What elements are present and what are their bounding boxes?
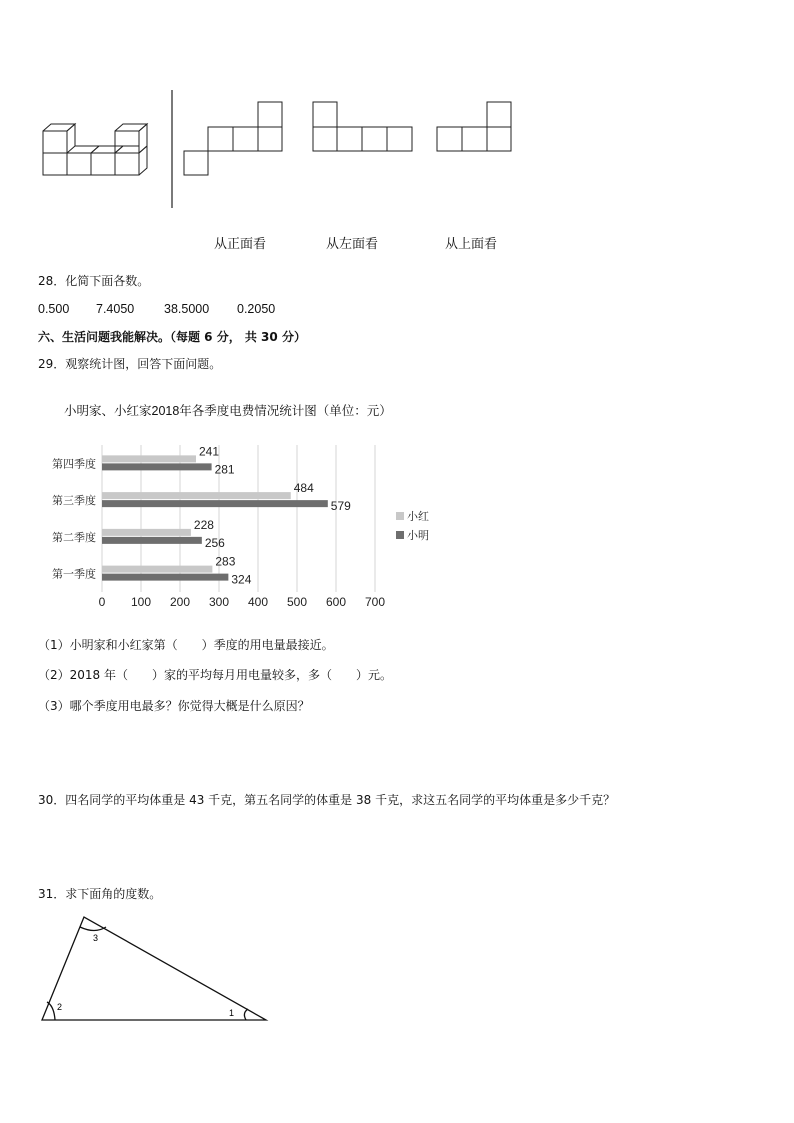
x-tick-label: 400: [247, 595, 269, 609]
top-view-drawing: [437, 102, 511, 151]
bar-xiaohong: [102, 566, 212, 573]
angle-2-label: 2: [57, 1002, 63, 1012]
q28-number-1: 0.500: [38, 302, 70, 316]
legend-swatch: [396, 531, 404, 539]
angle-1-arc: [244, 1009, 248, 1020]
q28-title: 28．化简下面各数。: [38, 274, 150, 288]
bar-value-label: 241: [198, 444, 220, 459]
bar-xiaohong: [102, 529, 191, 536]
bar-value-label: 579: [330, 499, 351, 514]
triangle-figure: [0, 900, 300, 1030]
left-view-drawing: [313, 102, 412, 151]
bar-xiaoming: [102, 537, 202, 544]
x-tick-label: 200: [169, 595, 191, 609]
cube-stack-drawing: [43, 124, 147, 175]
q28-number-3: 38.5000: [164, 302, 210, 316]
chart-title: 小明家、小红家2018年各季度电费情况统计图（单位：元）: [64, 404, 392, 418]
left-view-label: 从左面看: [326, 237, 379, 252]
category-label: 第四季度: [52, 458, 96, 471]
triangle-shape: [42, 917, 266, 1020]
section-six-heading: 六、生活问题我能解决。（每题 6 分， 共 30 分）: [38, 330, 306, 344]
category-label: 第二季度: [52, 531, 96, 544]
q29-sub-question-3: （3）哪个季度用电最多？你觉得大概是什么原因？: [38, 699, 310, 713]
q31-title: 31．求下面角的度数。: [38, 887, 162, 901]
front-view-label: 从正面看: [214, 237, 267, 252]
bar-value-label: 256: [204, 535, 225, 550]
front-view-drawing: [184, 102, 282, 175]
bar-value-label: 484: [293, 481, 314, 496]
bar-value-label: 324: [231, 572, 252, 587]
category-label: 第三季度: [52, 495, 96, 508]
x-tick-label: 700: [364, 595, 386, 609]
x-tick-label: 600: [325, 595, 347, 609]
legend-label: 小明: [407, 530, 429, 542]
bar-xiaohong: [102, 455, 196, 462]
angle-3-label: 3: [93, 933, 99, 943]
bar-xiaoming: [102, 574, 228, 581]
x-tick-label: 100: [130, 595, 152, 609]
x-tick-label: 0: [98, 595, 106, 609]
bar-value-label: 228: [193, 517, 214, 532]
q28-number-2: 7.4050: [96, 302, 135, 316]
bar-value-label: 283: [215, 554, 236, 569]
x-tick-label: 500: [286, 595, 308, 609]
legend-swatch: [396, 512, 404, 520]
bar-xiaoming: [102, 463, 212, 470]
q30-question: 30．四名同学的平均体重是 43 千克，第五名同学的体重是 38 千克，求这五名同学的平均体重是多少千克？: [38, 793, 616, 807]
angle-1-label: 1: [229, 1008, 235, 1018]
cube-views-figure: [0, 0, 794, 230]
top-view-label: 从上面看: [445, 237, 498, 252]
q29-sub-question-1: （1）小明家和小红家第（ ）季度的用电量最接近。: [38, 638, 334, 652]
bar-xiaoming: [102, 500, 328, 507]
legend-label: 小红: [407, 511, 429, 523]
q28-number-4: 0.2050: [237, 302, 276, 316]
x-tick-label: 300: [208, 595, 230, 609]
q29-title: 29．观察统计图，回答下面问题。: [38, 357, 222, 371]
category-label: 第一季度: [52, 568, 96, 581]
electricity-bar-chart: [0, 430, 460, 615]
bar-xiaohong: [102, 492, 291, 499]
q29-sub-question-2: （2）2018 年（ ）家的平均每月用电量较多，多（ ）元。: [38, 668, 392, 682]
bar-value-label: 281: [214, 462, 235, 477]
